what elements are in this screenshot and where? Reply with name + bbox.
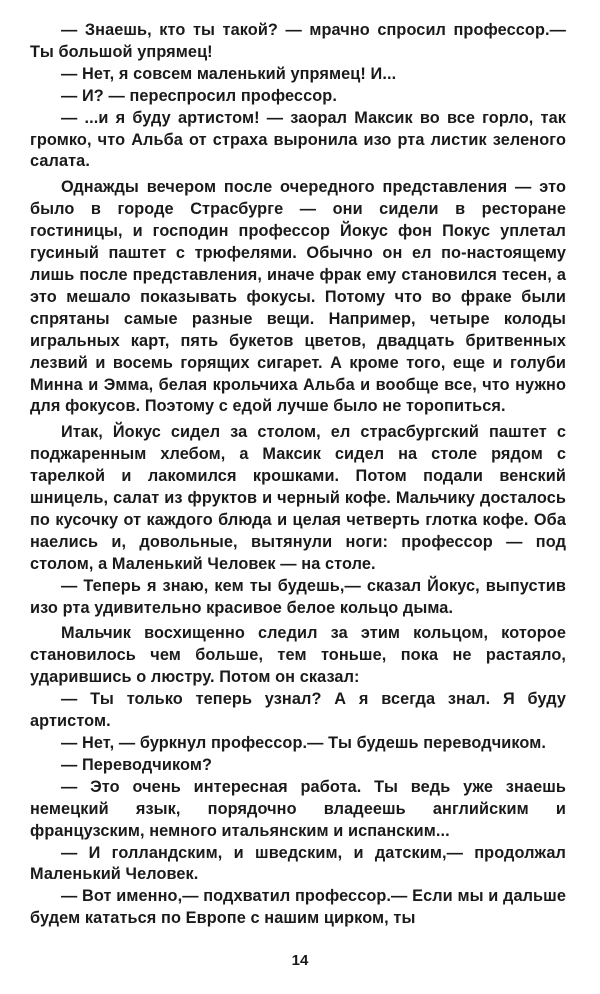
paragraph-5: Однажды вечером после очередного представления — это было в городе Страсбурге — они сидели в ресторане гостиницы, и господин профессор Йокус фон Покус уплетал гусиный паштет с трюфелями. Обычно он ел по-настоящему лишь после представления, иначе фрак ему становился тесен, а это мешало показывать фокусы. Потому что во фраке были спрятаны самые разные вещи. Например, четыре колоды игральных карт, пять букетов цветов, двадцать бритвенных лезвий и восемь горящих сигарет. А кроме того, еще и голуби Минна и Эмма, белая крольчиха Альба и вообще все, что нужно для фокусов. Поэтому с едой лучше было не торопиться. bbox=[30, 178, 566, 416]
page-number: 14 bbox=[291, 952, 309, 969]
paragraph-11: — Переводчиком? bbox=[60, 755, 213, 774]
paragraph-14: — Вот именно,— подхватил профессор.— Если мы и дальше будем кататься по Европе с нашим цирком, ты bbox=[30, 887, 566, 928]
paragraph-9: — Ты только теперь узнал? А я всегда знал. Я буду артистом. bbox=[30, 690, 566, 731]
paragraph-12: — Это очень интересная работа. Ты ведь уже знаешь немецкий язык, порядочно владеешь английским и французским, немного итальянским и испанским... bbox=[30, 777, 566, 840]
paragraph-13: — И голландским, и шведским, и датским,— продолжал Маленький Человек. bbox=[30, 843, 566, 884]
paragraph-7: — Теперь я знаю, кем ты будешь,— сказал Йокус, выпустив изо рта удивительно красивое белое кольцо дыма. bbox=[30, 576, 566, 617]
paragraph-2: — Нет, я совсем маленький упрямец! И... bbox=[60, 64, 397, 83]
paragraph-1: — Знаешь, кто ты такой? — мрачно спросил профессор.— Ты большой упрямец! bbox=[30, 21, 566, 61]
paragraph-4: — ...и я буду артистом! — заорал Максик во все горло, так громко, что Альба от страха выронила изо рта листик зеленого салата. bbox=[30, 108, 566, 171]
book-page-text bbox=[30, 20, 566, 930]
paragraph-8: Мальчик восхищенно следил за этим кольцом, которое становилось чем больше, тем тоньше, пока не растаяло, ударившись о люстру. Потом он сказал: bbox=[30, 624, 566, 687]
paragraph-10: — Нет, — буркнул профессор.— Ты будешь переводчиком. bbox=[60, 734, 546, 752]
paragraph-3: — И? — переспросил профессор. bbox=[60, 86, 337, 105]
paragraph-6: Итак, Йокус сидел за столом, ел страсбургский паштет с поджаренным хлебом, а Максик сидел на столе рядом с тарелкой и лакомился крошками. Потом подали венский шницель, салат из фруктов и черный кофе. Мальчику досталось по кусочку от каждого блюда и целая четверть глотка кофе. Оба наелись и, довольные, вытянули ноги: профессор — под столом, а Маленький Человек — на столе. bbox=[30, 423, 566, 573]
